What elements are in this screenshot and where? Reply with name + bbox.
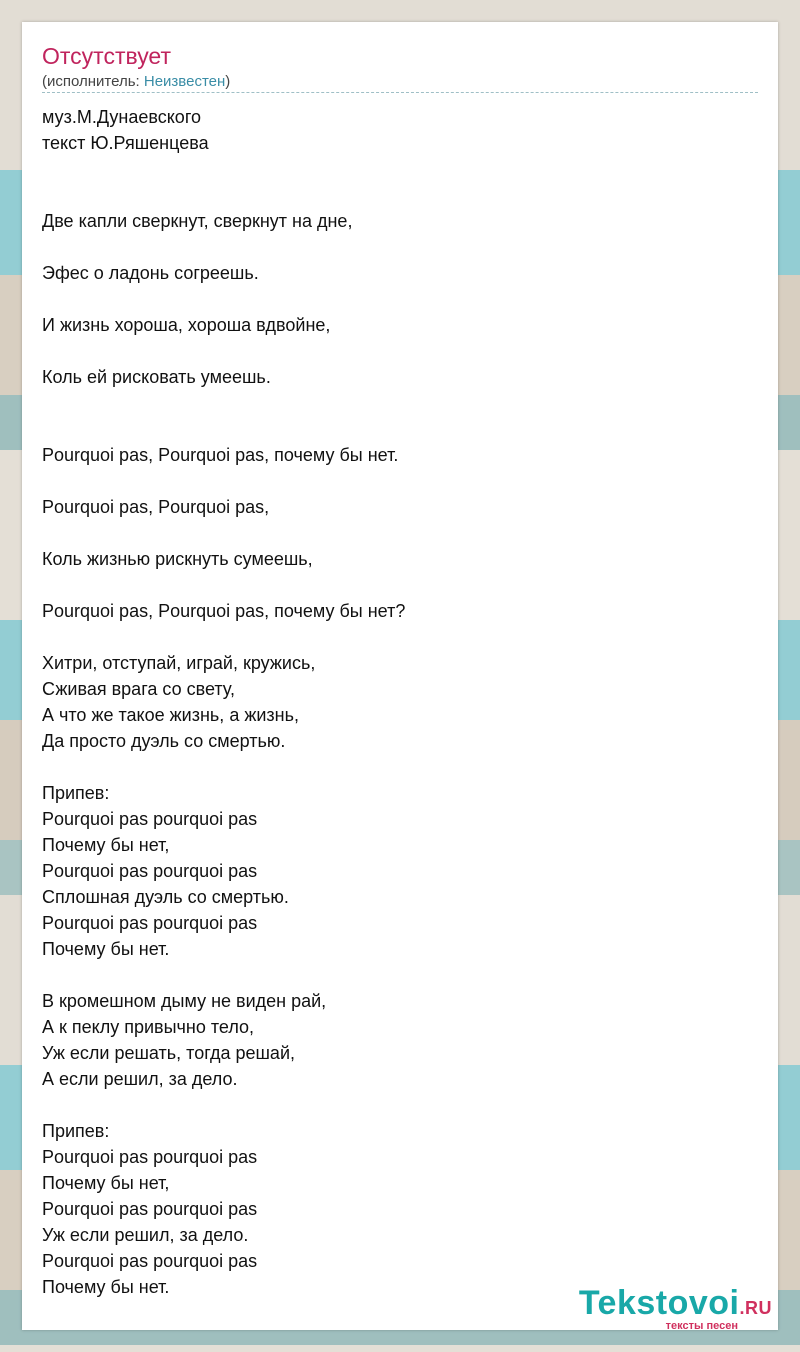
lyric-line: Припев: xyxy=(42,783,110,803)
lyric-line xyxy=(42,754,742,780)
lyric-line: Почему бы нет, xyxy=(42,1173,170,1193)
logo-subtitle: тексты песен xyxy=(665,1320,738,1332)
song-title: Отсутствует xyxy=(42,43,171,69)
lyric-line: Pourquoi pas pourquoi pas xyxy=(42,861,258,881)
lyric-line xyxy=(42,1092,742,1118)
lyric-line: Припев: xyxy=(42,1121,110,1141)
lyric-line xyxy=(42,156,742,182)
lyric-line: Да просто дуэль со смертью. xyxy=(42,731,286,751)
lyric-line: Pourquoi pas, Pourquoi pas, xyxy=(42,497,270,517)
lyric-line: А к пеклу привычно тело, xyxy=(42,1017,255,1037)
site-logo[interactable] xyxy=(579,1285,772,1332)
lyrics-text xyxy=(42,104,742,1300)
lyric-line: Хитри, отступай, играй, кружись, xyxy=(42,653,316,673)
lyric-line xyxy=(42,624,742,650)
lyric-line: В кромешном дыму не виден рай, xyxy=(42,991,327,1011)
lyric-line: Почему бы нет. xyxy=(42,939,170,959)
lyric-line xyxy=(42,416,742,442)
lyric-line: Pourquoi pas pourquoi pas xyxy=(42,1251,258,1271)
lyric-line: Коль ей рисковать умеешь. xyxy=(42,367,271,387)
artist-suffix: ) xyxy=(225,73,231,90)
lyric-line: Pourquoi pas, Pourquoi pas, почему бы нет. xyxy=(42,445,399,465)
lyric-line: Почему бы нет. xyxy=(42,1277,170,1297)
lyric-line xyxy=(42,182,742,208)
lyric-line xyxy=(42,338,742,364)
lyric-line: Две капли сверкнут, сверкнут на дне, xyxy=(42,211,353,231)
lyric-line: Эфес о ладонь согреешь. xyxy=(42,263,259,283)
lyric-line: Pourquoi pas pourquoi pas xyxy=(42,809,258,829)
lyric-line xyxy=(42,468,742,494)
lyric-line: Pourquoi pas pourquoi pas xyxy=(42,1199,258,1219)
lyric-line xyxy=(42,962,742,988)
artist-line xyxy=(42,72,230,92)
lyric-line: И жизнь хороша, хороша вдвойне, xyxy=(42,315,331,335)
lyric-line xyxy=(42,520,742,546)
logo-tld: .RU xyxy=(739,1298,772,1318)
logo-main-text: Tekstovoi xyxy=(578,1284,740,1322)
lyric-line: текст Ю.Ряшенцева xyxy=(42,133,209,153)
artist-link[interactable]: Неизвестен xyxy=(143,73,226,90)
lyric-line xyxy=(42,390,742,416)
lyric-line: Pourquoi pas pourquoi pas xyxy=(42,1147,258,1167)
lyrics-card xyxy=(22,22,778,1330)
lyric-line: Уж если решил, за дело. xyxy=(42,1225,249,1245)
lyric-line: Почему бы нет, xyxy=(42,835,170,855)
lyric-line: А что же такое жизнь, а жизнь, xyxy=(42,705,299,725)
lyric-line: Уж если решать, тогда решай, xyxy=(42,1043,296,1063)
title-divider xyxy=(42,92,758,93)
lyric-line xyxy=(42,572,742,598)
lyric-line: А если решил, за дело. xyxy=(42,1069,238,1089)
lyric-line: муз.М.Дунаевского xyxy=(42,107,202,127)
lyric-line xyxy=(42,286,742,312)
lyric-line: Pourquoi pas pourquoi pas xyxy=(42,913,258,933)
lyric-line: Сживая врага со свету, xyxy=(42,679,236,699)
artist-prefix: (исполнитель: xyxy=(42,73,144,90)
lyric-line xyxy=(42,234,742,260)
lyric-line: Коль жизнью рискнуть сумеешь, xyxy=(42,549,313,569)
lyric-line: Сплошная дуэль со смертью. xyxy=(42,887,289,907)
lyric-line: Pourquoi pas, Pourquoi pas, почему бы нет? xyxy=(42,601,406,621)
